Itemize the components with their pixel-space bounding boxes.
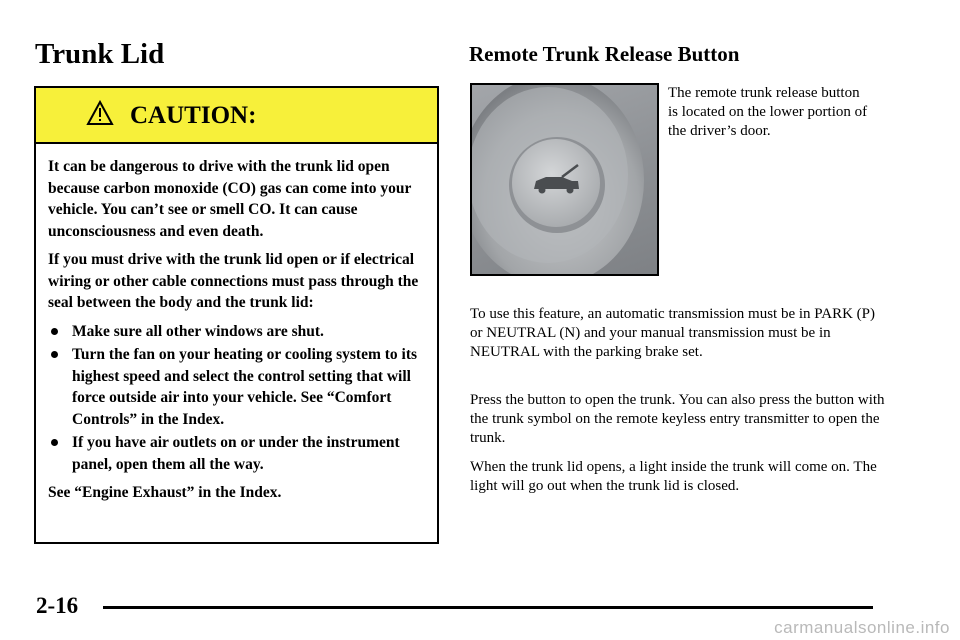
remote-trunk-release-heading: Remote Trunk Release Button — [469, 42, 740, 66]
caution-bullet-list — [48, 321, 425, 476]
trunk-release-button-photo — [470, 83, 659, 276]
bullet-icon — [51, 328, 58, 335]
caution-bullet-item — [48, 344, 425, 430]
bullet-icon — [51, 439, 58, 446]
caution-paragraph: It can be dangerous to drive with the trunk lid open because carbon monoxide (CO) gas can come into your vehicle. You can’t see or smell CO. It can cause unconsciousness and even death. — [48, 158, 412, 240]
body-paragraph: When the trunk lid opens, a light inside the trunk will come on. The light will go out when the trunk lid is closed. — [470, 459, 877, 494]
body-paragraph: To use this feature, an automatic transmission must be in PARK (P) or NEUTRAL (N) and your manual transmission must be in NEUTRAL with the parking brake set. — [470, 306, 876, 360]
caution-closing: See “Engine Exhaust” in the Index. — [48, 484, 282, 501]
trunk-lid-heading: Trunk Lid — [35, 38, 165, 70]
caution-bullet-item — [48, 321, 425, 343]
bullet-icon — [51, 351, 58, 358]
caution-body — [36, 144, 437, 504]
caution-bullet-text: Turn the fan on your heating or cooling system to its highest speed and select the control setting that will force outside air into your vehicle. See “Comfort Controls” in the Index. — [72, 346, 418, 428]
page-number: 2-16 — [36, 593, 79, 618]
caution-bullet-text: If you have air outlets on or under the instrument panel, open them all the way. — [72, 434, 400, 473]
caution-header — [36, 88, 437, 144]
caution-paragraph: If you must drive with the trunk lid open or if electrical wiring or other cable connections must pass through the seal between the body and the trunk lid: — [48, 251, 419, 311]
photo-caption: The remote trunk release button is located on the lower portion of the driver’s door. — [668, 85, 868, 139]
trunk-release-button-illustration — [472, 85, 659, 276]
caution-bullet-text: Make sure all other windows are shut. — [72, 322, 324, 340]
warning-triangle-icon — [86, 100, 114, 126]
watermark: carmanualsonline.info — [774, 618, 950, 637]
body-paragraph: Press the button to open the trunk. You can also press the button with the trunk symbol on the remote keyless entry transmitter to open the trunk. — [470, 392, 885, 446]
caution-box — [34, 86, 439, 544]
footer-rule — [103, 606, 873, 609]
caution-label: CAUTION: — [130, 102, 257, 129]
caution-bullet-item — [48, 432, 425, 475]
